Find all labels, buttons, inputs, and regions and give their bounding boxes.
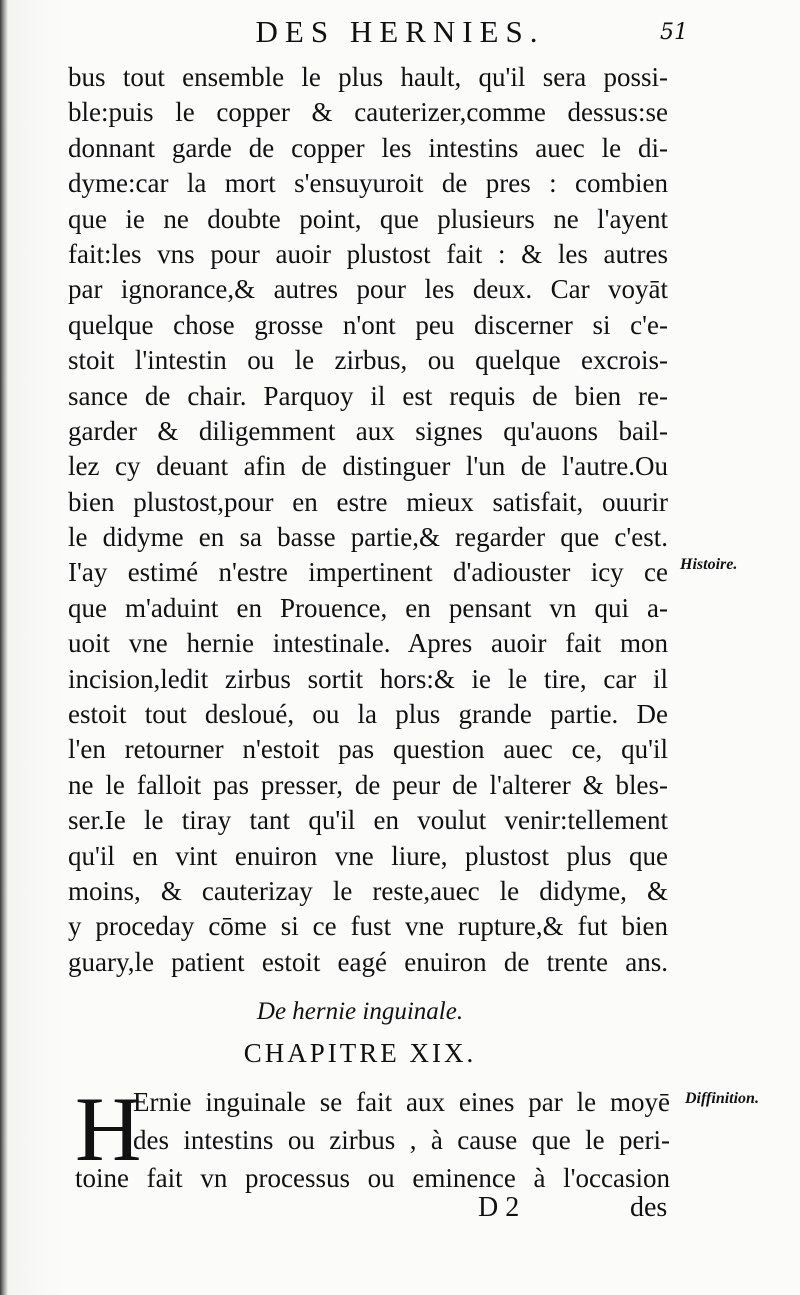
text-line: ble:puis le copper & cauterizer,comme dessus:se xyxy=(68,97,668,128)
page-header xyxy=(0,14,800,54)
chapter-heading: CHAPITRE XIX. xyxy=(243,1038,477,1068)
text-line: I'ay estimé n'estre impertinent d'adiouster icy ce xyxy=(68,557,668,588)
text-line: donnant garde de copper les intestins auec le di- xyxy=(68,132,668,163)
text-line: Ernie inguinale se fait aux eines par le moyē xyxy=(133,1087,670,1117)
text-line: sance de chair. Parquoy il est requis de bien re- xyxy=(68,380,668,411)
margin-note-histoire: Histoire. xyxy=(680,556,738,573)
text-line: par ignorance,& autres pour les deux. Car voyāt xyxy=(68,274,668,305)
text-line: fait:les vns pour auoir plustost fait : & les autres xyxy=(68,238,668,269)
text-line: qu'il en vint enuiron vne liure, plustost plus que xyxy=(68,840,668,871)
catchword: des xyxy=(630,1192,668,1223)
section-heading: De hernie inguinale. xyxy=(256,998,464,1025)
text-line: ser.Ie le tiray tant qu'il en voulut venir:tellement xyxy=(68,805,668,836)
page-number: 51 xyxy=(660,20,688,45)
signature-mark: D 2 xyxy=(478,1192,520,1223)
body-text xyxy=(68,60,668,980)
text-line: uoit vne hernie intestinale. Apres auoir fait mon xyxy=(68,628,668,659)
text-line: que m'aduint en Prouence, en pensant vn qui a- xyxy=(68,592,668,623)
margin-note-diffinition: Diffinition. xyxy=(685,1090,759,1107)
running-title: DES HERNIES. xyxy=(255,14,545,49)
text-line: moins, & cauterizay le reste,auec le didyme, & xyxy=(68,875,668,906)
text-line: dyme:car la mort s'ensuyuroit de pres : combien xyxy=(68,168,668,199)
drop-capital: H xyxy=(75,1078,142,1180)
text-line: bien plustost,pour en estre mieux satisfait, ouurir xyxy=(68,486,668,517)
text-line: ne le falloit pas presser, de peur de l'alterer & bles- xyxy=(68,769,668,800)
text-line: garder & diligemment aux signes qu'auons bail- xyxy=(68,415,668,446)
text-line: toine fait vn processus ou eminence à l'occasion xyxy=(75,1163,670,1193)
text-line: incision,ledit zirbus sortit hors:& ie le tire, car il xyxy=(68,663,668,694)
text-line: l'en retourner n'estoit pas question auec ce, qu'il xyxy=(68,734,668,765)
text-line: quelque chose grosse n'ont peu discerner si c'e- xyxy=(68,309,668,340)
text-line: stoit l'intestin ou le zirbus, ou quelque excrois- xyxy=(68,345,668,376)
text-line: lez cy deuant afin de distinguer l'un de l'autre.Ou xyxy=(68,451,668,482)
text-line: y proceday cōme si ce fust vne rupture,& fut bien xyxy=(68,911,668,942)
text-line: le didyme en sa basse partie,& regarder que c'est. xyxy=(68,522,668,553)
text-line: estoit tout desloué, ou la plus grande partie. De xyxy=(68,699,668,730)
text-line: bus tout ensemble le plus hault, qu'il sera possi- xyxy=(68,62,668,92)
text-line: des intestins ou zirbus , à cause que le peri- xyxy=(133,1125,670,1155)
text-line: que ie ne doubte point, que plusieurs ne l'ayent xyxy=(68,203,668,234)
chapter-body xyxy=(75,1078,670,1197)
text-line: guary,le patient estoit eagé enuiron de trente ans. xyxy=(68,946,668,977)
